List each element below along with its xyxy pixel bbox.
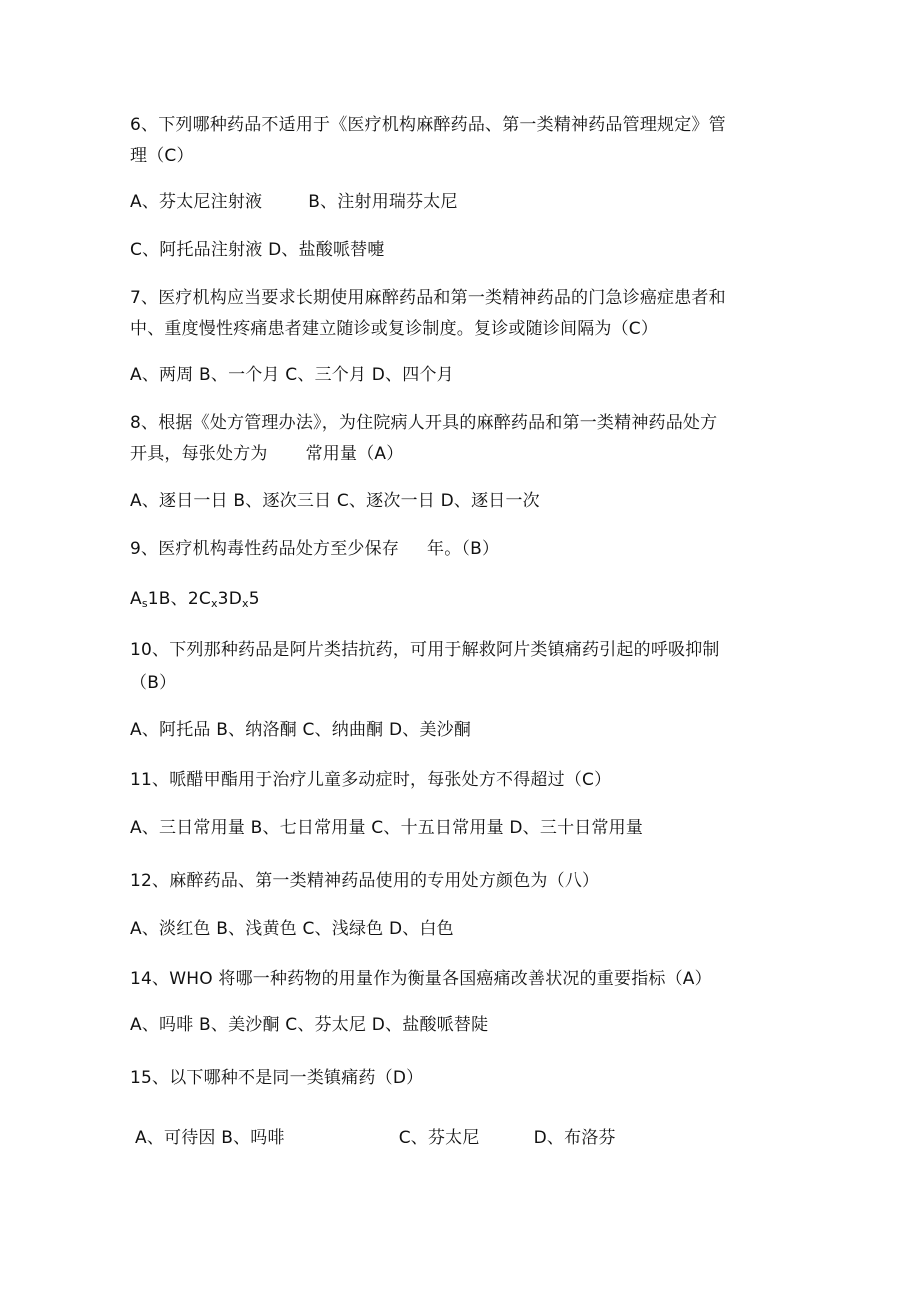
question-9-text-b: 年。（B） (427, 539, 500, 559)
option-text: 5 (248, 589, 260, 609)
option-text: 3D (217, 589, 242, 609)
option-b: B、注射用瑞芬太尼 (308, 192, 458, 212)
question-11-options: A、三日常用量 B、七日常用量 C、十五日常用量 D、三十日常用量 (130, 818, 644, 838)
question-7-options: A、两周 B、一个月 C、三个月 D、四个月 (130, 365, 454, 385)
question-6-options-1 (130, 192, 458, 212)
question-9-options (130, 589, 260, 614)
question-7-line-1: 7、医疗机构应当要求长期使用麻醉药品和第一类精神药品的门急诊癌症患者和 (130, 288, 726, 308)
option-text: A (130, 589, 142, 609)
question-15-options (135, 1128, 616, 1148)
question-8-line-1: 8、根据《处方管理办法》，为住院病人开具的麻醉药品和第一类精神药品处方 (130, 413, 718, 433)
option-a: A、芬太尼注射液 (130, 192, 263, 212)
question-14-line-1: 14、WHO 将哪一种药物的用量作为衡量各国癌痛改善状况的重要指标（A） (130, 969, 712, 989)
question-8-text-a: 开具，每张处方为 (130, 444, 268, 464)
question-9-line-1 (130, 539, 499, 559)
option-subscript: x (241, 597, 249, 610)
question-10-options: A、阿托品 B、纳洛酮 C、纳曲酮 D、美沙酮 (130, 720, 472, 740)
option-c: C、芬太尼 (398, 1128, 480, 1148)
question-9-text-a: 9、医疗机构毒性药品处方至少保存 (130, 539, 400, 559)
question-12-line-1: 12、麻醉药品、第一类精神药品使用的专用处方颜色为（八） (130, 871, 600, 891)
question-8-options: A、逐日一日 B、逐次三日 C、逐次一日 D、逐日一次 (130, 491, 540, 511)
question-7-line-2: 中、重度慢性疼痛患者建立随诊或复诊制度。复诊或随诊间隔为（C） (130, 319, 659, 339)
question-11-line-1: 11、哌醋甲酯用于治疗儿童多动症时，每张处方不得超过（C） (130, 770, 612, 790)
question-14-options: A、吗啡 B、美沙酮 C、芬太尼 D、盐酸哌替陡 (130, 1015, 489, 1035)
option-a-b: A、可待因 B、吗啡 (135, 1128, 285, 1148)
option-d: D、布洛芬 (533, 1128, 616, 1148)
option-subscript: s (141, 597, 148, 610)
question-10-line-2: （B） (130, 673, 177, 693)
question-6-options-2: C、阿托品注射液 D、盐酸哌替嚏 (130, 240, 385, 260)
option-subscript: x (210, 597, 218, 610)
question-10-line-1: 10、下列那种药品是阿片类拮抗药，可用于解救阿片类镇痛药引起的呼吸抑制 (130, 640, 720, 660)
question-15-line-1: 15、以下哪种不是同一类镇痛药（D） (130, 1068, 424, 1088)
question-8-line-2 (130, 444, 403, 464)
option-text: 1B、2C (147, 589, 211, 609)
question-12-options: A、淡红色 B、浅黄色 C、浅绿色 D、白色 (130, 919, 454, 939)
question-6-line-1: 6、下列哪种药品不适用于《医疗机构麻醉药品、第一类精神药品管理规定》管 (130, 115, 726, 135)
question-6-line-2: 理（C） (130, 146, 194, 166)
question-8-text-b: 常用量（A） (305, 444, 404, 464)
